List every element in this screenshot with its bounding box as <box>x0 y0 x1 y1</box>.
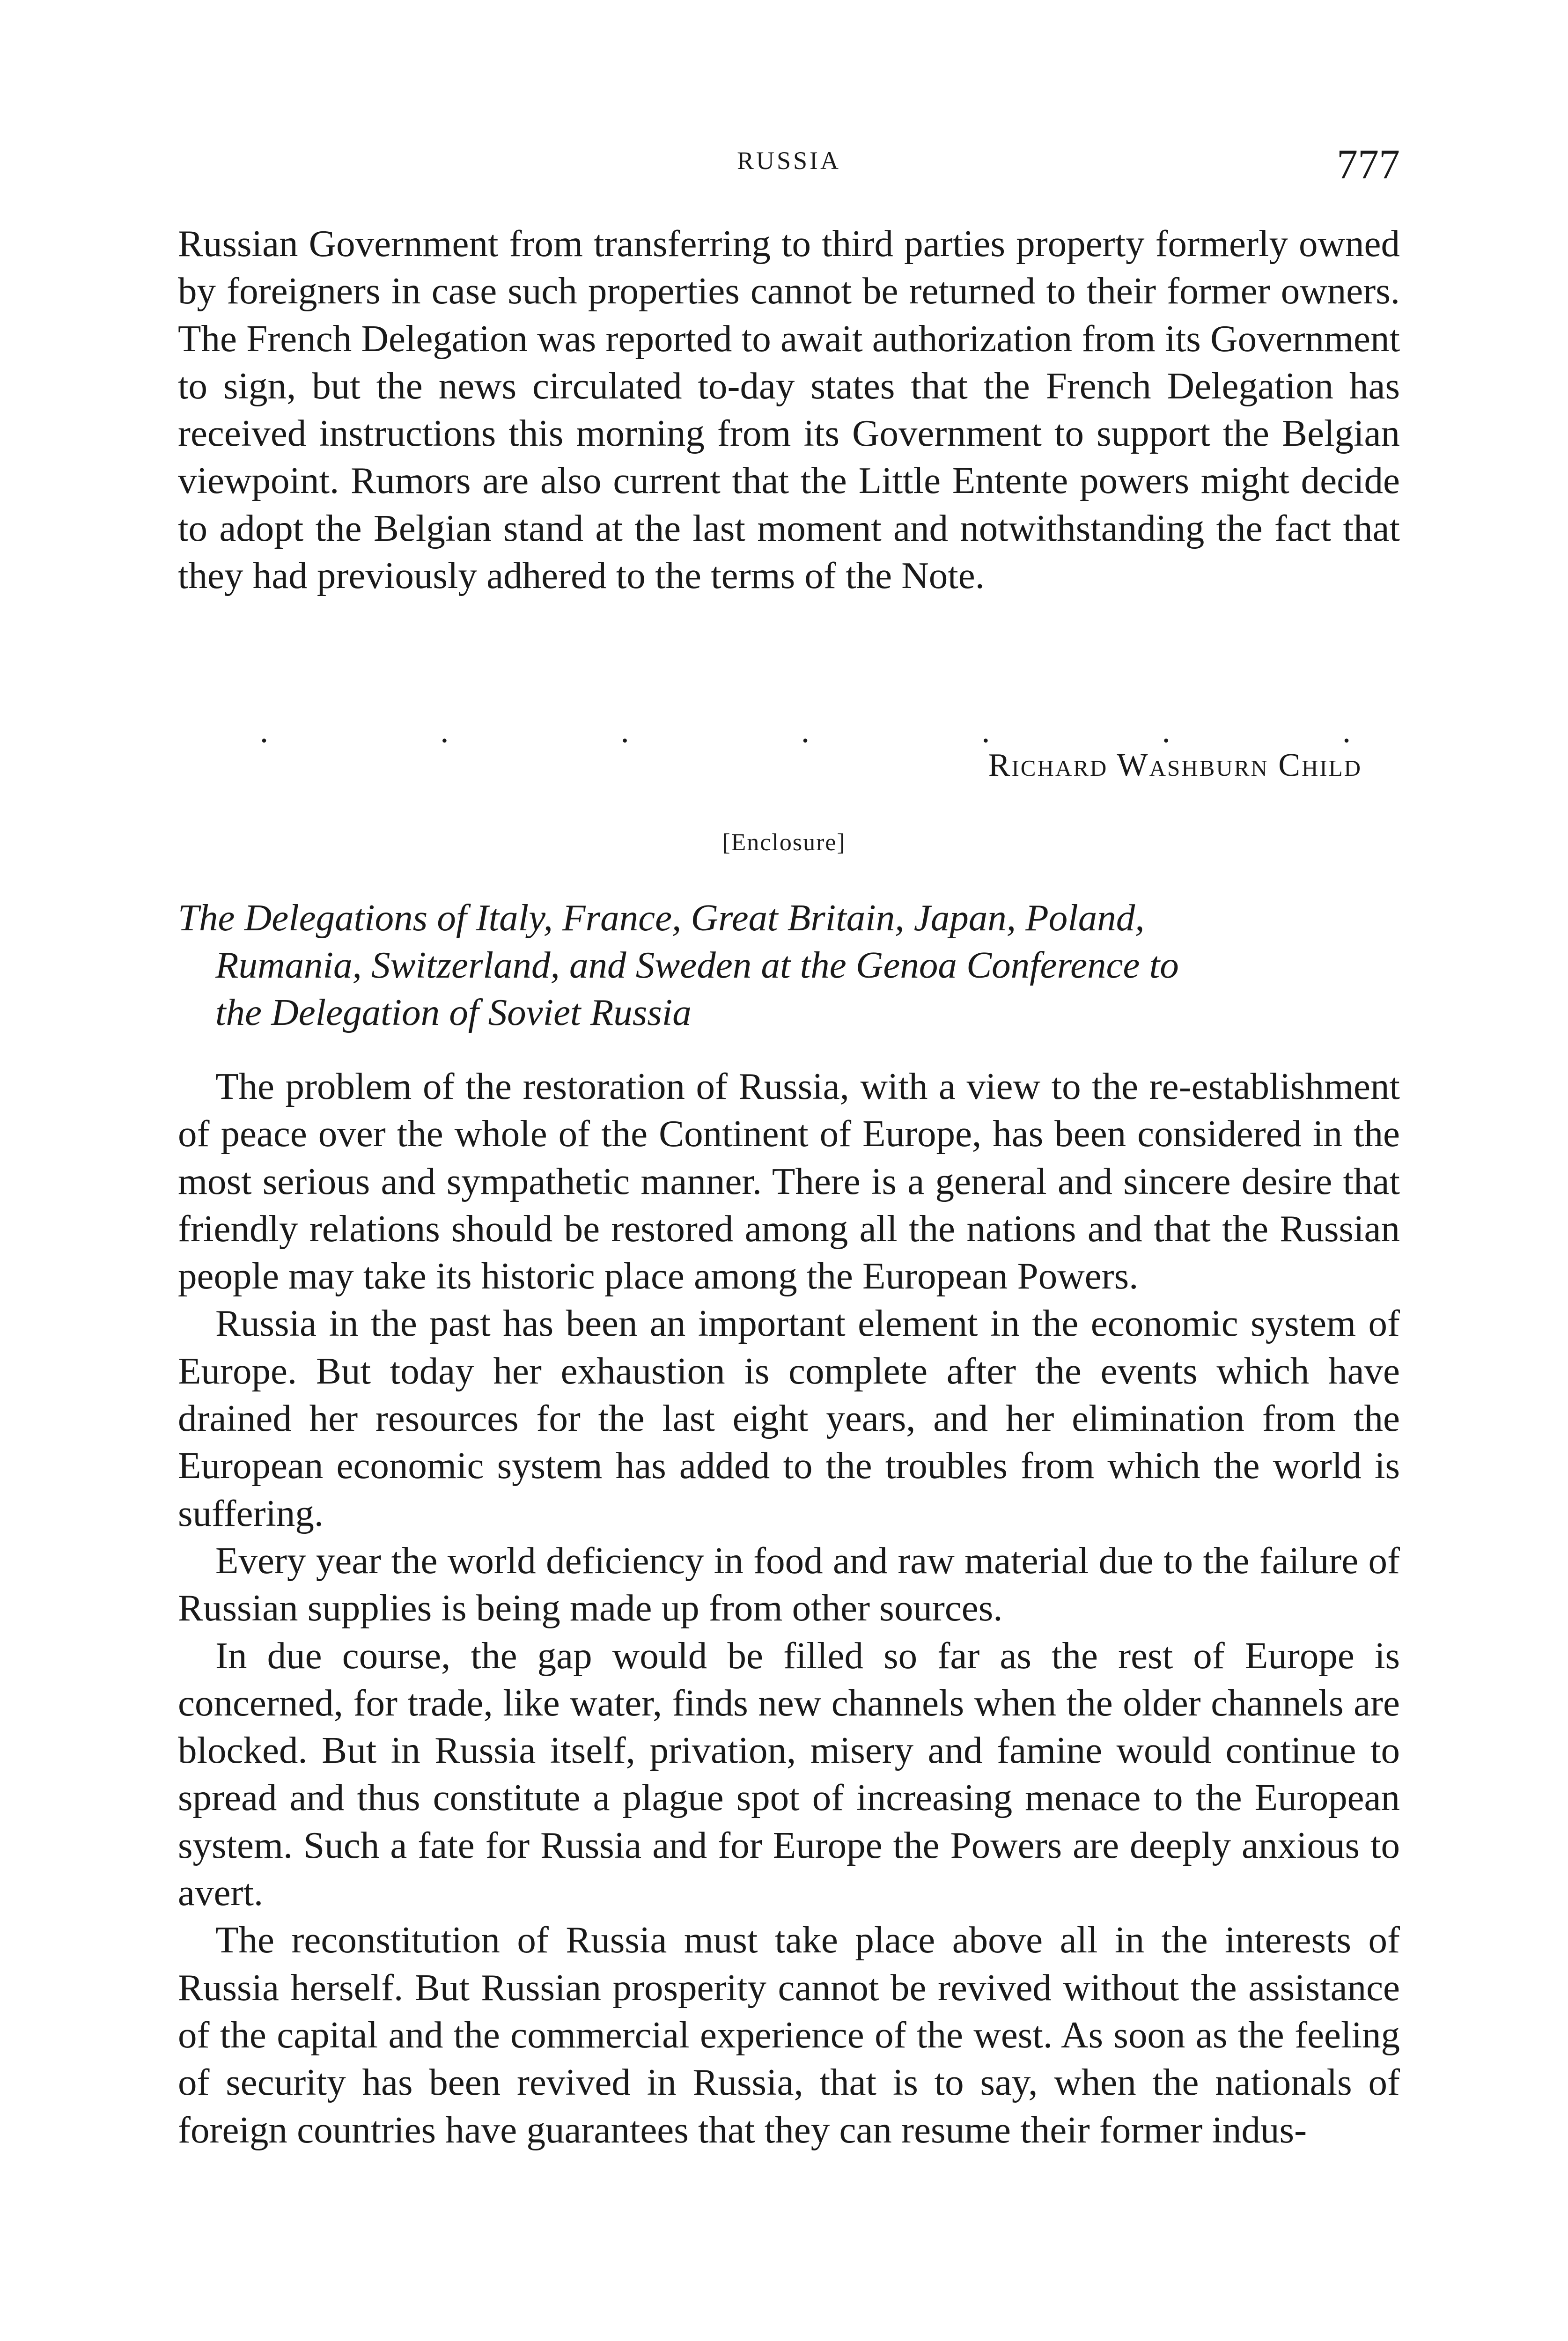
ellipsis-dot: . <box>620 712 629 750</box>
continued-paragraph-block <box>178 220 1400 599</box>
body-paragraph: Russia in the past has been an important element in the economic system of Europe. But today her exhaustion is complete after the events which have drained her resources for the last eight years, and her elimination from the European economic system has added to the troubles from which the world is suffering. <box>178 1302 1400 1534</box>
address-line: Rumania, Switzerland, and Sweden at the Genoa Conference to <box>215 944 1179 986</box>
body-paragraph: In due course, the gap would be filled so far as the rest of Europe is concerned, for trade, like water, finds new channels when the older channels are blocked. But in Russia itself, privation, misery and famine would continue to spread and thus constitute a plague spot of increasing menace to the European system. Such a fate for Russia and for Europe the Powers are deeply anxious to avert. <box>178 1634 1400 1914</box>
omission-ellipsis <box>260 712 1351 751</box>
page-number: 777 <box>1337 141 1400 188</box>
ellipsis-dot: . <box>981 712 990 750</box>
running-head <box>178 140 1400 192</box>
enclosure-address <box>178 894 1400 1036</box>
enclosure-label: [Enclosure] <box>722 829 846 856</box>
address-line: the Delegation of Soviet Russia <box>215 991 692 1033</box>
ellipsis-dot: . <box>440 712 449 750</box>
body-paragraph: Every year the world deficiency in food and raw material due to the failure of Russian supplies is being made up from other sources. <box>178 1539 1400 1629</box>
address-line: The Delegations of Italy, France, Great Britain, Japan, Poland, <box>178 897 1145 939</box>
enclosure-body <box>178 1063 1400 2154</box>
running-title: RUSSIA <box>736 147 841 175</box>
ellipsis-dot: . <box>1162 712 1170 750</box>
ellipsis-dot: . <box>801 712 810 750</box>
signature: Richard Washburn Child <box>988 747 1362 783</box>
body-paragraph: The problem of the restoration of Russia, with a view to the re-establishment of peace over the whole of the Continent of Europe, has been considered in the most serious and sympathetic manner. There is a general and sincere desire that friendly relations should be restored among all the nations and that the Russian people may take its historic place among the European Powers. <box>178 1065 1400 1297</box>
ellipsis-dot: . <box>1342 712 1351 750</box>
ellipsis-dot: . <box>260 712 268 750</box>
continued-paragraph: Russian Government from transferring to third parties property formerly owned by foreigners in case such properties cannot be returned to their former owners. The French Delegation was reported to await authorization from its Government to sign, but the news circulated to-day states that the French Delegation has received instructions this morning from its Government to support the Belgian viewpoint. Rumors are also current that the Little Entente powers might decide to adopt the Belgian stand at the last moment and notwithstanding the fact that they had previously adhered to the terms of the Note. <box>178 222 1400 597</box>
body-paragraph: The reconstitution of Russia must take place above all in the interests of Russia herself. But Russian prosperity cannot be revived without the assistance of the capital and the commercial experience of the west. As soon as the feeling of security has been revived in Russia, that is to say, when the nationals of foreign countries have guarantees that they can resume their former indus- <box>178 1919 1400 2151</box>
